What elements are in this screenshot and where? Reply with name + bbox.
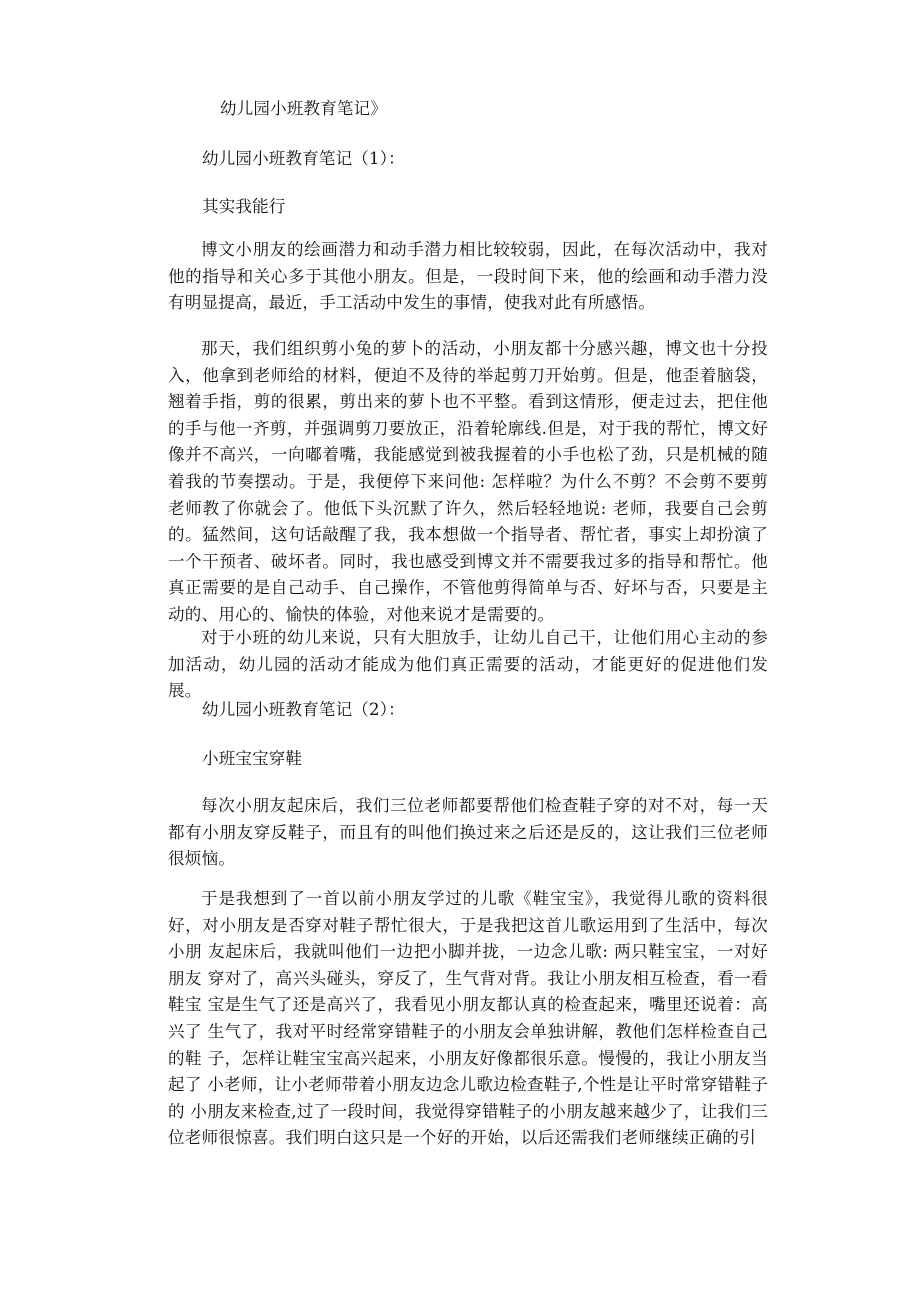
note2-paragraph-2: 于是我想到了一首以前小朋友学过的儿歌《鞋宝宝》，我觉得儿歌的资料很好，对小朋友是否穿对鞋子帮忙很大，于是我把这首儿歌运用到了生活中，每次小朋 友起床后，我就叫他们一边把小脚并拢，一边念儿歌: 两只鞋宝宝，一对好朋友 穿对了，高兴头碰头，穿反了，生气背对背。我让小朋友相互检查，看一看鞋宝 宝是生气了还是高兴了，我看见小朋友都认真的检查起来，嘴里还说着：高兴了 生气了，我对平时经常穿错鞋子的小朋友会单独讲解，教他们怎样检查自己的鞋 子，怎样让鞋宝宝高兴起来，小朋友好像都很乐意。慢慢的，我让小朋友当起了 小老师，让小老师带着小朋友边念儿歌边检查鞋子,个性是让平时常穿错鞋子的 小朋友来检查,过了一段时间，我觉得穿错鞋子的小朋友越来越少了，让我们三 位老师很惊喜。我们明白这只是一个好的开始，以后还需我们老师继续正确的引: [168, 889, 768, 1148]
note1-paragraph-1: 博文小朋友的绘画潜力和动手潜力相比较较弱，因此，在每次活动中，我对他的指导和关心多于其他小朋友。但是，一段时间下来，他的绘画和动手潜力没有明显提高，最近，手工活动中发生的事情，使我对此有所感悟。: [168, 240, 768, 313]
note1-paragraph-2: 那天，我们组织剪小兔的萝卜的活动，小朋友都十分感兴趣，博文也十分投入，他拿到老师给的材料，便迫不及待的举起剪刀开始剪。但是，他歪着脑袋， 翘着手指，剪的很累，剪出来的萝卜也不平整。看到这情形，便走过去，把住他 的手与他一齐剪，并强调剪刀要放正，沿着轮廓线.但是，对于我的帮忙，博文好 像并不高兴，一向嘟着嘴，我能感觉到被我握着的小手也松了劲，只是机械的随 着我的节奏摆动。于是，我便停下来问他: 怎样啦？为什么不剪？不会剪不要剪 老师教了你就会了。他低下头沉默了许久，然后轻轻地说: 老师，我要自己会剪 的。猛然间，这句话敲醒了我，我本想做一个指导者、帮忙者，事实上却扮演了 一个干预者、破坏者。同时，我也感受到博文并不需要我过多的指导和帮忙。他 真正需要的是自己动手、自己操作，不管他剪得简单与否、好坏与否，只要是主 动的、用心的、愉快的体验，对他来说才是需要的。: [168, 339, 768, 624]
note2-subtitle: 小班宝宝穿鞋: [202, 749, 303, 768]
note1-heading: 幼儿园小班教育笔记（1）：: [202, 149, 405, 168]
note1-paragraph-3: 对于小班的幼儿来说，只有大胆放手，让幼儿自己干，让他们用心主动的参加活动，幼儿园的活动才能成为他们真正需要的活动，才能更好的促进他们发展。: [168, 628, 768, 701]
document-title: 幼儿园小班教育笔记》: [220, 99, 387, 118]
note2-paragraph-1: 每次小朋友起床后，我们三位老师都要帮他们检查鞋子穿的对不对，每一天 都有小朋友穿反鞋子，而且有的叫他们换过来之后还是反的，这让我们三位老师 很烦恼。: [168, 796, 768, 869]
note1-subtitle: 其实我能行: [202, 197, 286, 216]
note2-heading: 幼儿园小班教育笔记（2）：: [202, 700, 405, 719]
